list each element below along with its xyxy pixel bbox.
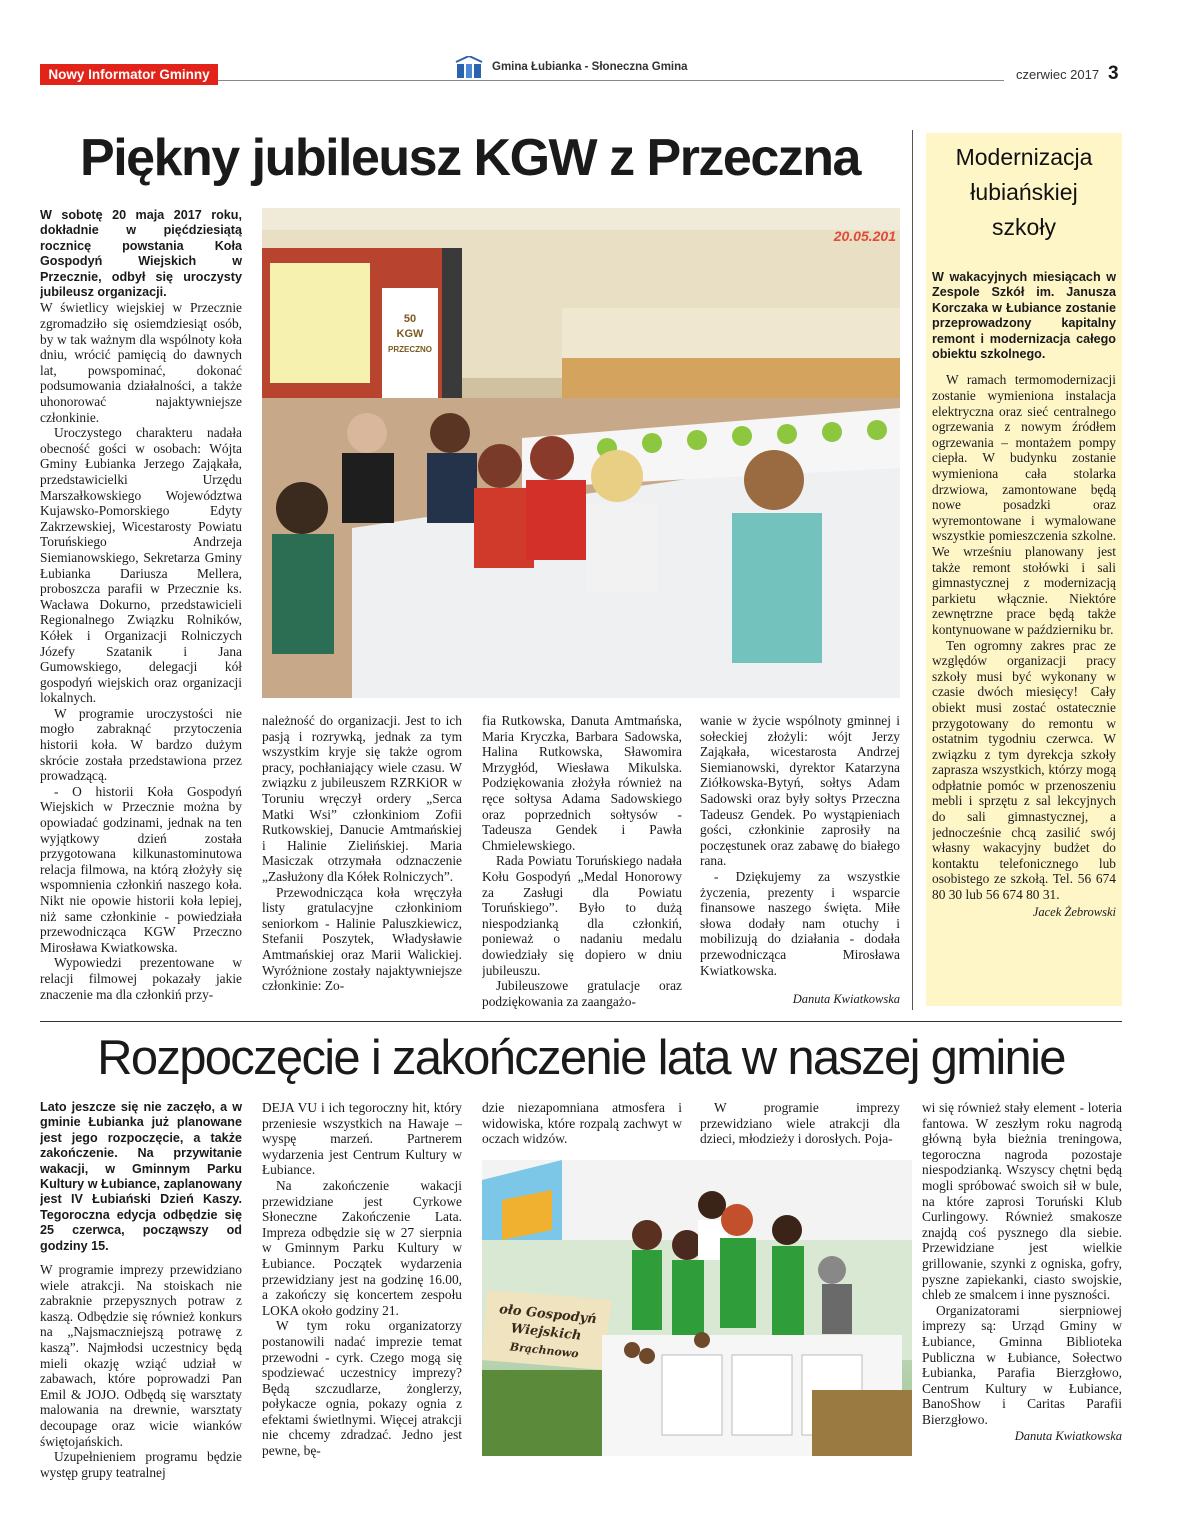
sidebar-body	[932, 270, 1116, 1000]
article2-column-3	[482, 1100, 682, 1150]
article2-paragraph: Na zakończenie wakacji przewidziane jest Cyrkowe Słoneczne Zakończenie Lata. Impreza odbędzie się w 27 sierpnia w Gminnym Parku Kultury w Łubiance. Początek wydarzenia przewidziany jest na godzinę 16.00, a zakończy się koncertem zespołu LOKA około godziny 21.	[262, 1177, 462, 1318]
article1-lead: W sobotę 20 maja 2017 roku, dokładnie w pięćdziesiątą rocznicę powstania Koła Gospodyń Wiejskich w Przecznie, odbył się uroczysty jubileusz organizacji.	[40, 208, 242, 300]
article1-paragraph: Rada Powiatu Toruńskiego nadała Kołu Gospodyń „Medal Honorowy za Zasługi dla Powiatu Toruńskiego”. Było to dużą niespodzianką dla członkiń, ponieważ o nadaniu medalu dowiedziały się dopiero w dniu jubileuszu.	[482, 853, 682, 978]
issue-date: czerwiec 2017	[1016, 67, 1100, 82]
article2-column-2	[262, 1100, 462, 1510]
kgw-banner	[489, 1301, 602, 1366]
sidebar-lead: W wakacyjnych miesiącach w Zespole Szkół im. Janusza Korczaka w Łubiance zostanie przeprowadzony kapitalny remont i modernizacja całego obiektu szkolnego.	[932, 270, 1116, 362]
article2-lead: Lato jeszcze się nie zaczęło, a w gminie Łubianka już planowane jest jego rozpoczęcie, a także zakończenie. Na przywitanie wakacji, w Gminnym Parku Kultury w Łubiance, zaplanowany jest IV Łubiański Dzień Kaszy. Tegoroczna edycja odbędzie się 25 czerwca, począwszy od godziny 15.	[40, 1100, 242, 1253]
banner-line: PRZECZNO	[388, 345, 432, 354]
article1-paragraph: fia Rutkowska, Danuta Amtmańska, Maria Kryczka, Barbara Sadowska, Halina Rutkowska, Sławomira Mrzygłód, Wiesława Mikulska. Podziękowania złożyła również na ręce sołtysa Adama Sadowskiego oraz poprzednich sołtysów - Tadeusza Gendek i Pawła Chmielewskiego.	[482, 713, 682, 853]
jubilee-banner	[382, 312, 438, 357]
page-number: 3	[1108, 63, 1119, 84]
article2-paragraph: Uzupełnieniem programu będzie występ grupy teatralnej	[40, 1449, 242, 1480]
section-divider	[40, 1021, 1122, 1022]
sidebar-headline-line: szkoły	[992, 214, 1056, 240]
column-divider	[912, 130, 913, 1010]
photo-date-stamp: 20.05.201	[833, 228, 896, 244]
article1-signature: Danuta Kwiatkowska	[792, 992, 900, 1007]
sidebar-paragraph: W ramach termomodernizacji zostanie wymieniona instalacja elektryczna oraz sieć centralnego ogrzewania z nowym źródłem ogrzewania – montażem pompy ciepła. W budynku zostanie wymieniona cała stolarka drzwiowa, zamontowane będą nowe posadzki oraz wyremontowane i wymalowane wszystkie pomieszczenia szkolne. We wrześniu planowany jest także remont stołówki i sali gimnastycznej z modernizacją parkietu włącznie. Niektóre zewnętrzne prace będą także kontynuowane w październiku br.	[932, 372, 1116, 637]
banner-line: Brąchnowo	[509, 1340, 580, 1361]
article1-paragraph: W programie uroczystości nie mogło zabraknąć przytoczenia historii koła. W bardzo dużym skrócie została przedstawiona przez prowadzącą.	[40, 705, 242, 784]
article2-column-1	[40, 1100, 242, 1510]
article1-column-2	[262, 713, 462, 1013]
banner-line: KGW	[396, 328, 424, 340]
article1-column-3	[482, 713, 682, 1013]
article2-column-4	[700, 1100, 900, 1150]
article2-paragraph: DEJA VU i ich tegoroczny hit, który przeniesie wszystkich na Hawaje – wyspę marzeń. Partnerem wydarzenia jest Centrum Kultury w Łubiance.	[262, 1100, 462, 1178]
banner-line: Wiejskich	[509, 1321, 583, 1344]
article1-paragraph: Uroczystego charakteru nadała obecność gości w osobach: Wójta Gminy Łubianka Jerzego Zająkała, przedstawicielki Urzędu Marszałkowskiego Województwa Kujawsko-Pomorskiego Edyty Zakrzewskiej, Wicestarosty Powiatu Toruńskiego Andrzeja Siemianowskiego, Sekretarza Gminy Łubianka Dariusza Mellera, proboszcza parafii w Przecznie ks. Wacława Dokurno, przedstawicieli Regionalnego Związku Rolników, Kółek i Organizacji Rolniczych Józefy Szatanik i Jana Gumowskiego, delegacji kół gospodyń wiejskich oraz organizacji lokalnych.	[40, 425, 242, 706]
article1-paragraph: Jubileuszowe gratulacje oraz podziękowania za zaangażo-	[482, 978, 682, 1009]
kasza-day-photo	[482, 1160, 912, 1456]
article2-column-5	[922, 1100, 1122, 1520]
article2-paragraph: dzie niezapomniana atmosfera i widowiska, które rozpalą zachwyt w oczach widzów.	[482, 1100, 682, 1147]
article1-paragraph: Przewodnicząca koła wręczyła listy gratulacyjne członkiniom seniorkom - Halinie Paluszkiewicz, Stefanii Poszytek, Władysławie Amtmańskiej oraz Marii Walickiej. Wyróżnione zostały najaktywniejsze członkinie: Zo-	[262, 884, 462, 994]
article2-paragraph: Organizatorami sierpniowej imprezy są: Urząd Gminy w Łubiance, Gminna Biblioteka Publiczna w Łubiance, Sołectwo Łubianka, Parafia Bierzgłowo, Centrum Kultury w Łubiance, BanoShow i Caritas Parafii Bierzgłowo.	[922, 1302, 1122, 1427]
article1-paragraph: - Dziękujemy za wszystkie życzenia, prezenty i wsparcie finansowe naszego święta. Miłe słowa dodały nam otuchy i mobilizują do działania - dodała przewodnicząca Mirosława Kwiatkowska.	[700, 868, 900, 978]
jubilee-photo	[262, 208, 900, 698]
sidebar-headline-line: Modernizacja	[955, 144, 1093, 170]
article1-column-4	[700, 713, 900, 1013]
banner-line: oło Gospodyń	[498, 1302, 598, 1328]
sidebar-headline-line: łubiańskiej	[970, 179, 1078, 205]
sidebar-headline	[926, 140, 1122, 245]
article2-paragraph: W tym roku organizatorzy postanowili nadać imprezie temat przewodni - cyrk. Czego mogą się spodziewać uczestnicy imprezy? Będą szczudlarze, żonglerzy, połykacze ognia, pokazy ognia z efektami świetlnymi. Więcej atrakcji nie chcemy zdradzać. Jedno jest pewne, bę-	[262, 1318, 462, 1459]
banner-line: 50	[403, 313, 417, 325]
article1-paragraph: należność do organizacji. Jest to ich pasją i rozrywką, jednak za tym wszystkim kryje się także ogrom pracy, pochłaniający wiele czasu. W związku z jubileuszem RZRKiOR w Toruniu wręczył ordery „Serca Matki Wsi” członkiniom Zofii Rutkowskiej, Danucie Amtmańskiej i Halinie Zielińskiej. Maria Masiczak otrzymała odznaczenie „Zasłużony dla Kółek Rolniczych”.	[262, 713, 462, 884]
article2-paragraph: W programie imprezy przewidziano wiele atrakcji. Na stoiskach nie zabraknie przepysznych potraw z kaszą. Odbędzie się również konkurs na „Najsmaczniejszą potrawę z kaszą”. Najmłodsi uczestnicy będą mieli okazję wziąć udział w zabawach, które poprowadzi Pan Emil & JOJO. Odbędą się warsztaty malowania na drewnie, warsztaty decoupage oraz wicie wianków świętojańskich.	[40, 1262, 242, 1449]
article2-headline: Rozpoczęcie i zakończenie lata w naszej gminie	[97, 1031, 1065, 1085]
article1-paragraph: - O historii Koła Gospodyń Wiejskich w Przecznie można by opowiadać godzinami, jednak na ten wyjątkowy dzień została przygotowana kilkunastominutowa relacja filmowa, na którą złożyły się wspomnienia członkiń naszego koła. Nikt nie opowie historii koła lepiej, niż same członkinie - powiedziała przewodnicząca KGW Przeczno Mirosława Kwiatkowska.	[40, 783, 242, 955]
article2-paragraph: W programie imprezy przewidziano wiele atrakcji dla dzieci, młodzieży i dorosłych. Poja-	[700, 1100, 900, 1147]
article1-paragraph: W świetlicy wiejskiej w Przecznie zgromadziło się osiemdziesiąt osób, by w tak ważnym dla wspólnoty koła dniu, wrócić pamięcią do dawnych lat, powspominać, dokonać podsumowania działalności, a także uhonorować najaktywniejsze członkinie.	[40, 300, 242, 425]
article1-paragraph: Wypowiedzi prezentowane w relacji filmowej pokazały jakie znaczenie ma dla członkiń przy-	[40, 955, 242, 1002]
gmina-logo-icon	[452, 56, 486, 80]
sidebar-signature: Jacek Żebrowski	[1032, 904, 1116, 919]
article1-headline: Piękny jubileusz KGW z Przeczna	[80, 129, 860, 187]
article2-signature: Danuta Kwiatkowska	[1014, 1429, 1122, 1444]
sidebar-paragraph: Ten ogromny zakres prac ze względów organizacji pracy szkoły musi być wykonany w czasie dwóch miesięcy! Cały obiekt musi zostać ostatecznie przygotowany do remontu w ostatnim tygodniu czerwca. W związku z tym dyrekcja szkoły zaprasza wszystkich, którzy mogą odpłatnie pomóc w przenoszeniu mebli i sprzętu z sal lekcyjnych do sali gimnastycznej, a jednocześnie chcą zasilić swój własny wakacyjny budżet do kontaktu telefonicznego lub osobistego ze szkołą. Tel. 56 674 80 30 lub 56 674 80 31.	[932, 637, 1116, 903]
section-tag: Nowy Informator Gminny	[40, 64, 218, 85]
article2-paragraph: wi się również stały element - loteria fantowa. W zeszłym roku nagrodą główną była bieżnia treningowa, tegoroczna nagroda pozostaje niespodzianką. Wszyscy chętni będą mogli spróbować swoich sił w bule, na które zaprosi Toruński Klub Curlingowy. Również smakosze znajdą coś pysznego dla siebie. Przewidziane jest wielkie grillowanie, szynki z ogniska, gofry, pyszne zapiekanki, ciasto swojskie, chleb ze smalcem i inne pyszności.	[922, 1100, 1122, 1303]
article1-paragraph: wanie w życie wspólnoty gminnej i sołeckiej złożyli: wójt Jerzy Zająkała, wicestarosta Andrzej Siemianowski, dyrektor Katarzyna Ziółkowska-Bytyń, sołtys Adam Sadowski oraz były sołtys Przeczna Tadeusz Gendek. Po wystąpieniach gości, członkinie zaprosiły na poczęstunek oraz zabawę do białego rana.	[700, 713, 900, 869]
masthead-rule	[218, 80, 1004, 81]
article1-column-1	[40, 208, 242, 1020]
gmina-title: Gmina Łubianka - Słoneczna Gmina	[492, 61, 688, 73]
